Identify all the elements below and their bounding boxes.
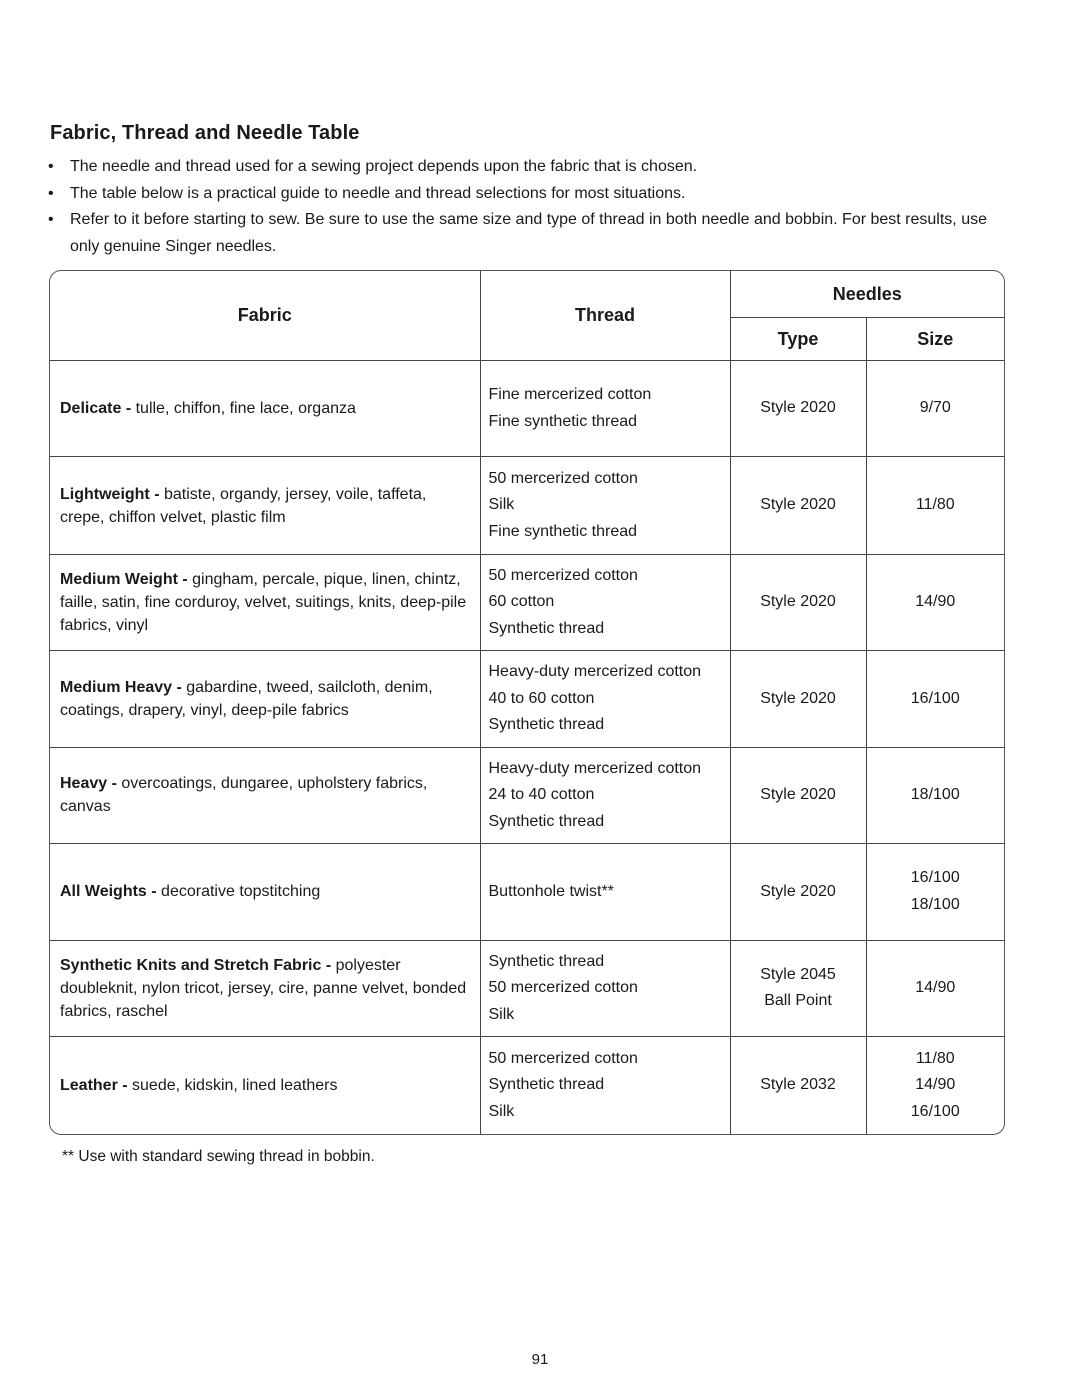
needle-type-item: Style 2045 [760,965,836,983]
needle-size-item: 18/100 [910,786,960,804]
fabric-cell [50,554,480,650]
needle-size-item: 11/80 [915,1049,955,1067]
thread-item: Synthetic thread [488,1076,605,1094]
needle-type-cell [730,554,866,650]
needle-size-item: 14/90 [915,979,956,996]
needle-size-cell [866,940,1004,1036]
thread-item: Silk [488,1005,515,1023]
fabric-category: Lightweight - [60,485,164,503]
thread-item: Silk [488,1102,515,1120]
fabric-cell [50,940,480,1036]
thread-cell [480,457,730,554]
fabric-thread-needle-table [49,270,1005,1135]
needle-type-item: Style 2020 [760,882,836,900]
fabric-cell [50,747,480,843]
needle-size-item: 14/90 [915,1076,956,1094]
thread-cell [480,940,730,1036]
needle-size-item: 11/80 [915,496,955,514]
fabric-description: tulle, chiffon, fine lace, organza [135,400,356,418]
thread-item: Fine synthetic thread [488,412,638,430]
thread-item: 50 mercerized cotton [488,979,638,996]
intro-bullet-list [48,154,988,260]
needle-type-cell [730,361,866,457]
thread-cell [480,554,730,650]
needle-size-cell [866,361,1004,457]
page-number: 91 [531,1351,549,1368]
table-row [50,940,1004,1036]
needle-size-cell [866,844,1004,940]
footnote: ** Use with standard sewing thread in bobbin. [62,1148,375,1165]
thread-item: Heavy-duty mercerized cotton [488,663,702,681]
needle-size-item: 16/100 [910,689,960,707]
needle-type-cell [730,747,866,843]
bullet-item [48,154,988,181]
needle-size-item: 16/100 [910,869,960,887]
fabric-category: Synthetic Knits and Stretch Fabric - [60,956,336,974]
needle-type-cell [730,457,866,554]
header-fabric: Fabric [50,271,480,361]
needle-size-item: 9/70 [919,399,951,417]
thread-item: Synthetic thread [488,952,605,970]
thread-cell [480,1036,730,1134]
table-row [50,554,1004,650]
table-row [50,747,1004,843]
needle-type-item: Style 2020 [760,496,836,514]
needle-size-cell [866,554,1004,650]
needle-size-cell [866,1036,1004,1134]
fabric-category: Heavy - [60,775,122,793]
needle-type-item: Style 2020 [760,399,836,417]
fabric-description: overcoatings, dungaree, upholstery fabrics, canvas [60,775,428,816]
needle-type-item: Style 2032 [760,1076,836,1094]
bullet-item [48,207,988,260]
needle-size-cell [866,457,1004,554]
fabric-category: Medium Weight - [60,571,193,589]
thread-item: Synthetic thread [488,716,605,734]
thread-item: 40 to 60 cotton [488,689,595,707]
bullet-icon: • [48,158,54,175]
page-title: Fabric, Thread and Needle Table [50,122,360,144]
thread-cell [480,844,730,940]
header-thread: Thread [480,271,730,361]
bullet-icon: • [48,211,54,228]
bullet-text: The needle and thread used for a sewing project depends upon the fabric that is chosen. [70,158,698,175]
table-body [50,361,1004,1135]
needle-type-cell [730,1036,866,1134]
header-needles: Needles [730,271,1004,318]
fabric-description: suede, kidskin, lined leathers [132,1076,338,1094]
fabric-description: gingham, percale, pique, linen, chintz, faille, satin, fine corduroy, velvet, suitings, knits, deep-pile fabrics, vinyl [60,571,467,635]
thread-item: Synthetic thread [488,619,605,637]
fabric-cell [50,1036,480,1134]
fabric-cell [50,361,480,457]
fabric-description: gabardine, tweed, sailcloth, denim, coatings, drapery, vinyl, deep-pile fabrics [60,678,433,719]
thread-cell [480,361,730,457]
needle-size-item: 16/100 [910,1102,960,1120]
bullet-item [48,181,988,208]
thread-item: Synthetic thread [488,812,605,830]
needle-type-cell [730,844,866,940]
header-type: Type [730,318,866,361]
thread-item: 24 to 40 cotton [488,786,595,804]
thread-item: Fine synthetic thread [488,522,638,540]
table-row [50,651,1004,747]
fabric-category: Leather - [60,1076,133,1094]
fabric-description: decorative topstitching [161,883,321,901]
needle-size-cell [866,651,1004,747]
fabric-category: Medium Heavy - [60,678,187,696]
fabric-cell [50,844,480,940]
thread-item: Heavy-duty mercerized cotton [488,759,702,777]
thread-cell [480,651,730,747]
needle-size-cell [866,747,1004,843]
table-row [50,844,1004,940]
table-row [50,457,1004,554]
needle-type-item: Style 2020 [760,786,836,804]
thread-item: Fine mercerized cotton [488,386,652,404]
thread-item: 50 mercerized cotton [488,1049,638,1067]
bullet-icon: • [48,184,54,202]
needle-size-item: 18/100 [910,895,960,913]
thread-item: Silk [488,496,515,514]
thread-cell [480,747,730,843]
table-row [50,361,1004,457]
needle-type-item: Ball Point [764,992,832,1010]
fabric-category: Delicate - [60,400,136,418]
fabric-cell [50,457,480,554]
thread-item: 50 mercerized cotton [488,566,638,584]
fabric-description: batiste, organdy, jersey, voile, taffeta, crepe, chiffon velvet, plastic film [60,485,427,526]
table-row [50,1036,1004,1134]
fabric-description: polyester doubleknit, nylon tricot, jersey, cire, panne velvet, bonded fabrics, raschel [60,956,467,1020]
fabric-category: All Weights - [60,883,162,901]
thread-item: Buttonhole twist** [488,882,614,900]
needle-type-cell [730,651,866,747]
needle-type-cell [730,940,866,1036]
needle-type-item: Style 2020 [760,689,836,707]
bullet-text: Refer to it before starting to sew. Be sure to use the same size and type of thread in both needle and bobbin. For best results, use only genuine Singer needles. [70,211,987,255]
header-size: Size [866,318,1004,361]
thread-item: 60 cotton [488,593,555,611]
needle-size-item: 14/90 [915,593,956,611]
thread-item: 50 mercerized cotton [488,469,638,487]
fabric-cell [50,651,480,747]
bullet-text: The table below is a practical guide to needle and thread selections for most situations. [70,184,686,202]
needle-type-item: Style 2020 [760,593,836,611]
